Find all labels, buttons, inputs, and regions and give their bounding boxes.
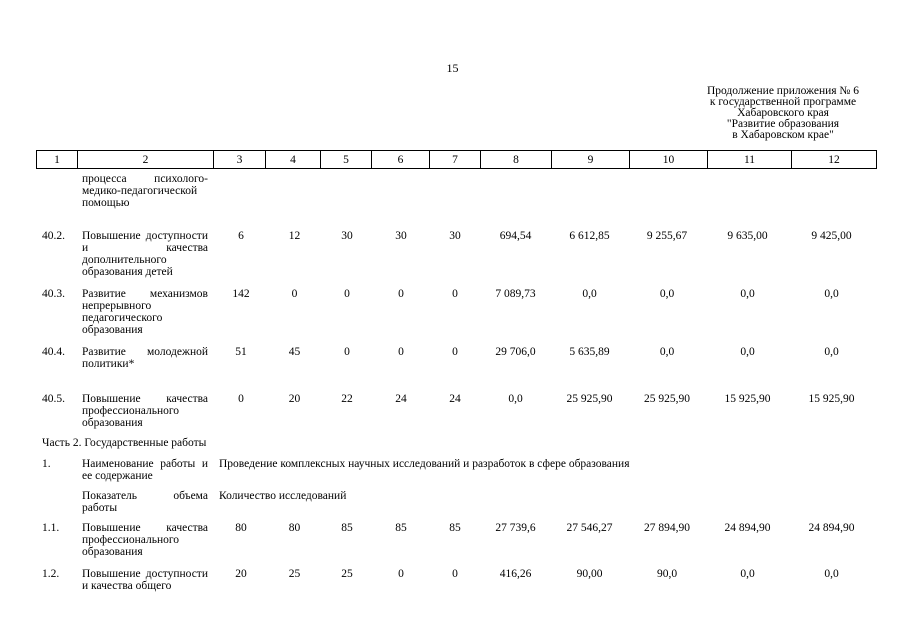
cell: 9 255,67 [646,230,688,242]
cell: 0 [398,346,404,358]
column-header: 4 [266,151,321,169]
row-name: Повышение доступности и качества дополнительного образования детей [82,230,208,278]
indicator-label: Показатель объема работы [82,490,208,514]
cell: 416,26 [499,568,532,580]
row-number: 1.2. [42,568,60,580]
work-name-value: Проведение комплексных научных исследований и разработок в сфере образования [219,458,630,470]
cell: 5 635,89 [569,346,610,358]
cell: 15 925,90 [808,393,855,405]
row-name: Повышение качества профессионального образования [82,393,208,429]
cell: 24 [449,393,461,405]
cell: 25 925,90 [644,393,690,405]
cell: 20 [235,568,247,580]
cell: 0 [291,288,298,300]
cell: 30 [449,230,461,242]
cell: 45 [288,346,301,358]
cell: 0 [238,393,244,405]
cell: 24 894,90 [808,522,855,534]
section-title: Часть 2. Государственные работы [42,437,207,449]
cell: 12 [288,230,301,242]
cell: 30 [341,230,353,242]
cell: 25 925,90 [566,393,613,405]
row-number: 40.3. [42,288,65,300]
cell: 0,0 [659,346,675,358]
cell: 9 425,00 [811,230,852,242]
cell: 25 [288,568,301,580]
cell: 0,0 [824,346,839,358]
appendix-line: "Развитие образования [726,118,840,130]
row-number: 1.1. [42,522,60,534]
cell: 29 706,0 [495,346,536,358]
appendix-line: Продолжение приложения № 6 [706,85,860,97]
column-header: 7 [430,151,481,169]
column-header: 12 [792,151,877,169]
continued-row-name: процесса психолого-медико-педагогической помощью [82,173,208,209]
cell: 0 [452,568,458,580]
cell: 0,0 [824,568,839,580]
column-header: 2 [78,151,214,169]
item-number: 1. [42,458,51,470]
cell: 30 [395,230,407,242]
row-number: 40.5. [42,393,65,405]
appendix-line: в Хабаровском крае" [732,129,834,141]
column-header: 1 [37,151,78,169]
cell: 694,54 [499,230,532,242]
column-header: 10 [630,151,708,169]
cell: 9 635,00 [727,230,768,242]
cell: 0,0 [740,346,755,358]
cell: 24 894,90 [724,522,771,534]
cell: 27 894,90 [644,522,690,534]
cell: 0 [398,568,404,580]
column-header-row [36,150,877,169]
column-header: 8 [481,151,552,169]
indicator-value: Количество исследований [219,490,347,502]
cell: 0,0 [508,393,523,405]
cell: 80 [235,522,247,534]
cell: 24 [395,393,407,405]
cell: 0,0 [582,288,597,300]
row-name: Повышение качества профессионального образования [82,522,208,558]
cell: 85 [395,522,407,534]
column-header: 6 [372,151,430,169]
cell: 0,0 [659,288,675,300]
row-number: 40.4. [42,346,65,358]
column-header: 3 [214,151,266,169]
cell: 7 089,73 [495,288,536,300]
cell: 0,0 [740,568,755,580]
cell: 85 [341,522,353,534]
cell: 85 [449,522,461,534]
cell: 0 [344,288,350,300]
column-header: 11 [708,151,792,169]
row-name: Повышение доступности и качества общего [82,568,208,592]
cell: 27 739,6 [495,522,536,534]
cell: 0,0 [740,288,755,300]
cell: 6 612,85 [569,230,610,242]
cell: 27 546,27 [566,522,613,534]
appendix-caption [693,86,873,141]
cell: 0 [344,346,350,358]
work-name-label: Наименование работы и ее содержание [82,458,208,482]
cell: 15 925,90 [724,393,771,405]
cell: 142 [232,288,250,300]
appendix-line: Хабаровского края [737,107,829,119]
column-header: 9 [552,151,630,169]
page-number: 15 [446,61,459,75]
cell: 0 [452,346,458,358]
cell: 22 [341,393,353,405]
row-name: Развитие механизмов непрерывного педагогического образования [82,288,208,336]
cell: 51 [235,346,247,358]
cell: 6 [238,230,244,242]
row-name: Развитие молодежной политики* [82,346,208,370]
row-number: 40.2. [42,230,65,242]
cell: 90,00 [576,568,603,580]
cell: 0,0 [824,288,839,300]
cell: 0 [452,288,458,300]
column-header: 5 [321,151,372,169]
cell: 90,0 [656,568,678,580]
cell: 0 [398,288,404,300]
appendix-line: к государственной программе [709,96,857,108]
cell: 20 [288,393,301,405]
cell: 80 [288,522,301,534]
cell: 25 [341,568,353,580]
